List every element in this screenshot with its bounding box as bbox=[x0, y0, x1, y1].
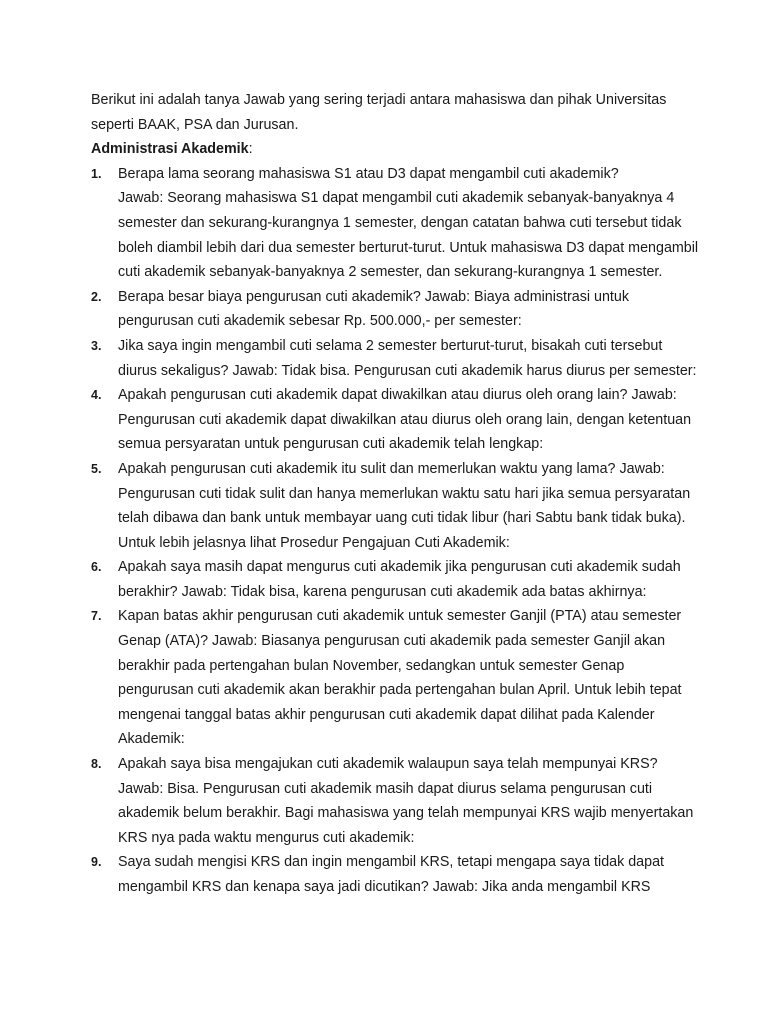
faq-item bbox=[91, 604, 691, 752]
faq-item-number: 4. bbox=[91, 388, 102, 403]
faq-item-text-line: pengurusan cuti akademik akan berakhir pada pertengahan bulan April. Untuk lebih tepat bbox=[118, 682, 682, 699]
faq-item-text-line: Apakah pengurusan cuti akademik itu sulit dan memerlukan waktu yang lama? Jawab: bbox=[118, 460, 665, 477]
faq-list bbox=[91, 162, 699, 900]
faq-item-number: 3. bbox=[91, 338, 102, 353]
faq-item-text-line: telah dibawa dan bank untuk membayar uang cuti tidak libur (hari Sabtu bank tidak buka). bbox=[118, 510, 686, 527]
faq-item-text-line: KRS nya pada waktu mengurus cuti akademik: bbox=[118, 829, 415, 846]
faq-item-text-line: semester dan sekurang-kurangnya 1 semester, dengan catatan bahwa cuti tersebut tidak bbox=[118, 214, 682, 231]
faq-item-text-line: Genap (ATA)? Jawab: Biasanya pengurusan cuti akademik pada semester Ganjil akan bbox=[118, 633, 666, 650]
faq-item-text-line: pengurusan cuti akademik sebesar Rp. 500.000,- per semester: bbox=[118, 313, 522, 330]
faq-item-text-line: mengambil KRS dan kenapa saya jadi dicutikan? Jawab: Jika anda mengambil KRS bbox=[118, 879, 651, 895]
faq-item bbox=[91, 555, 691, 604]
faq-item-text-line: Apakah saya masih dapat mengurus cuti akademik jika pengurusan cuti akademik sudah bbox=[118, 559, 681, 576]
faq-item-number: 6. bbox=[91, 560, 102, 575]
intro-paragraph bbox=[91, 88, 691, 137]
faq-item-number: 2. bbox=[91, 289, 102, 304]
faq-item-text-line: Berapa besar biaya pengurusan cuti akademik? Jawab: Biaya administrasi untuk bbox=[118, 288, 630, 305]
faq-item-text-line: mengenai tanggal batas akhir pengurusan cuti akademik dapat dilihat pada Kalender bbox=[118, 706, 655, 723]
section-heading bbox=[91, 137, 691, 162]
section-heading-label: Administrasi Akademik bbox=[91, 141, 249, 158]
faq-item bbox=[91, 334, 697, 383]
faq-item-text-line: berakhir pada pertengahan bulan November, sedangkan untuk semester Genap bbox=[118, 657, 625, 674]
faq-item-text-line: boleh diambil lebih dari dua semester berturut-turut. Untuk mahasiswa D3 dapat mengambil bbox=[118, 239, 699, 256]
faq-item-number: 5. bbox=[91, 461, 102, 476]
faq-item bbox=[91, 383, 691, 457]
faq-item-text-line: akademik belum berakhir. Bagi mahasiswa yang telah mempunyai KRS wajib menyertakan bbox=[118, 805, 694, 822]
faq-item bbox=[91, 162, 699, 285]
faq-item bbox=[91, 285, 691, 334]
faq-item-text-line: cuti akademik sebanyak-banyaknya 2 semester, dan sekurang-kurangnya 1 semester. bbox=[118, 264, 663, 281]
faq-item-text-line: diurus sekaligus? Jawab: Tidak bisa. Pengurusan cuti akademik harus diurus per semester: bbox=[118, 362, 697, 379]
faq-item-text-line: Apakah pengurusan cuti akademik dapat diwakilkan atau diurus oleh orang lain? Jawab: bbox=[118, 387, 677, 404]
faq-item-text-line: Pengurusan cuti akademik dapat diwakilkan atau diurus oleh orang lain, dengan ketentuan bbox=[118, 411, 692, 428]
faq-item-text-line: Apakah saya bisa mengajukan cuti akademik walaupun saya telah mempunyai KRS? bbox=[118, 756, 658, 773]
faq-item-text-line: Akademik: bbox=[118, 731, 185, 748]
faq-item-text-line: Pengurusan cuti tidak sulit dan hanya memerlukan waktu satu hari jika semua persyaratan bbox=[118, 485, 691, 502]
faq-item-number: 1. bbox=[91, 166, 102, 181]
faq-item-text-line: Jika saya ingin mengambil cuti selama 2 semester berturut-turut, bisakah cuti tersebut bbox=[118, 337, 663, 354]
faq-item bbox=[91, 752, 694, 850]
faq-item-text-line: Jawab: Bisa. Pengurusan cuti akademik masih dapat diurus selama pengurusan cuti bbox=[118, 780, 653, 797]
faq-item-text-line: Berapa lama seorang mahasiswa S1 atau D3 dapat mengambil cuti akademik? bbox=[118, 165, 619, 182]
faq-item-text-line: Untuk lebih jelasnya lihat Prosedur Pengajuan Cuti Akademik: bbox=[118, 534, 510, 551]
section-heading-suffix: : bbox=[248, 141, 253, 158]
faq-item-text-line: Saya sudah mengisi KRS dan ingin mengambil KRS, tetapi mengapa saya tidak dapat bbox=[118, 854, 664, 871]
faq-item bbox=[91, 850, 691, 899]
faq-item bbox=[91, 457, 691, 555]
faq-item-number: 8. bbox=[91, 757, 102, 772]
faq-item-text-line: Kapan batas akhir pengurusan cuti akademik untuk semester Ganjil (PTA) atau semester bbox=[118, 608, 682, 625]
faq-item-text-line: berakhir? Jawab: Tidak bisa, karena pengurusan cuti akademik ada batas akhirnya: bbox=[118, 583, 647, 600]
faq-item-text-line: Jawab: Seorang mahasiswa S1 dapat mengambil cuti akademik sebanyak-banyaknya 4 bbox=[118, 190, 675, 207]
faq-item-text-line: semua persyaratan untuk pengurusan cuti akademik telah lengkap: bbox=[118, 436, 544, 453]
intro-line: Berikut ini adalah tanya Jawab yang sering terjadi antara mahasiswa dan pihak Universitas bbox=[91, 92, 667, 108]
faq-item-number: 7. bbox=[91, 609, 102, 624]
faq-item-number: 9. bbox=[91, 855, 102, 870]
intro-line: seperti BAAK, PSA dan Jurusan. bbox=[91, 116, 299, 133]
document-body bbox=[91, 88, 699, 900]
